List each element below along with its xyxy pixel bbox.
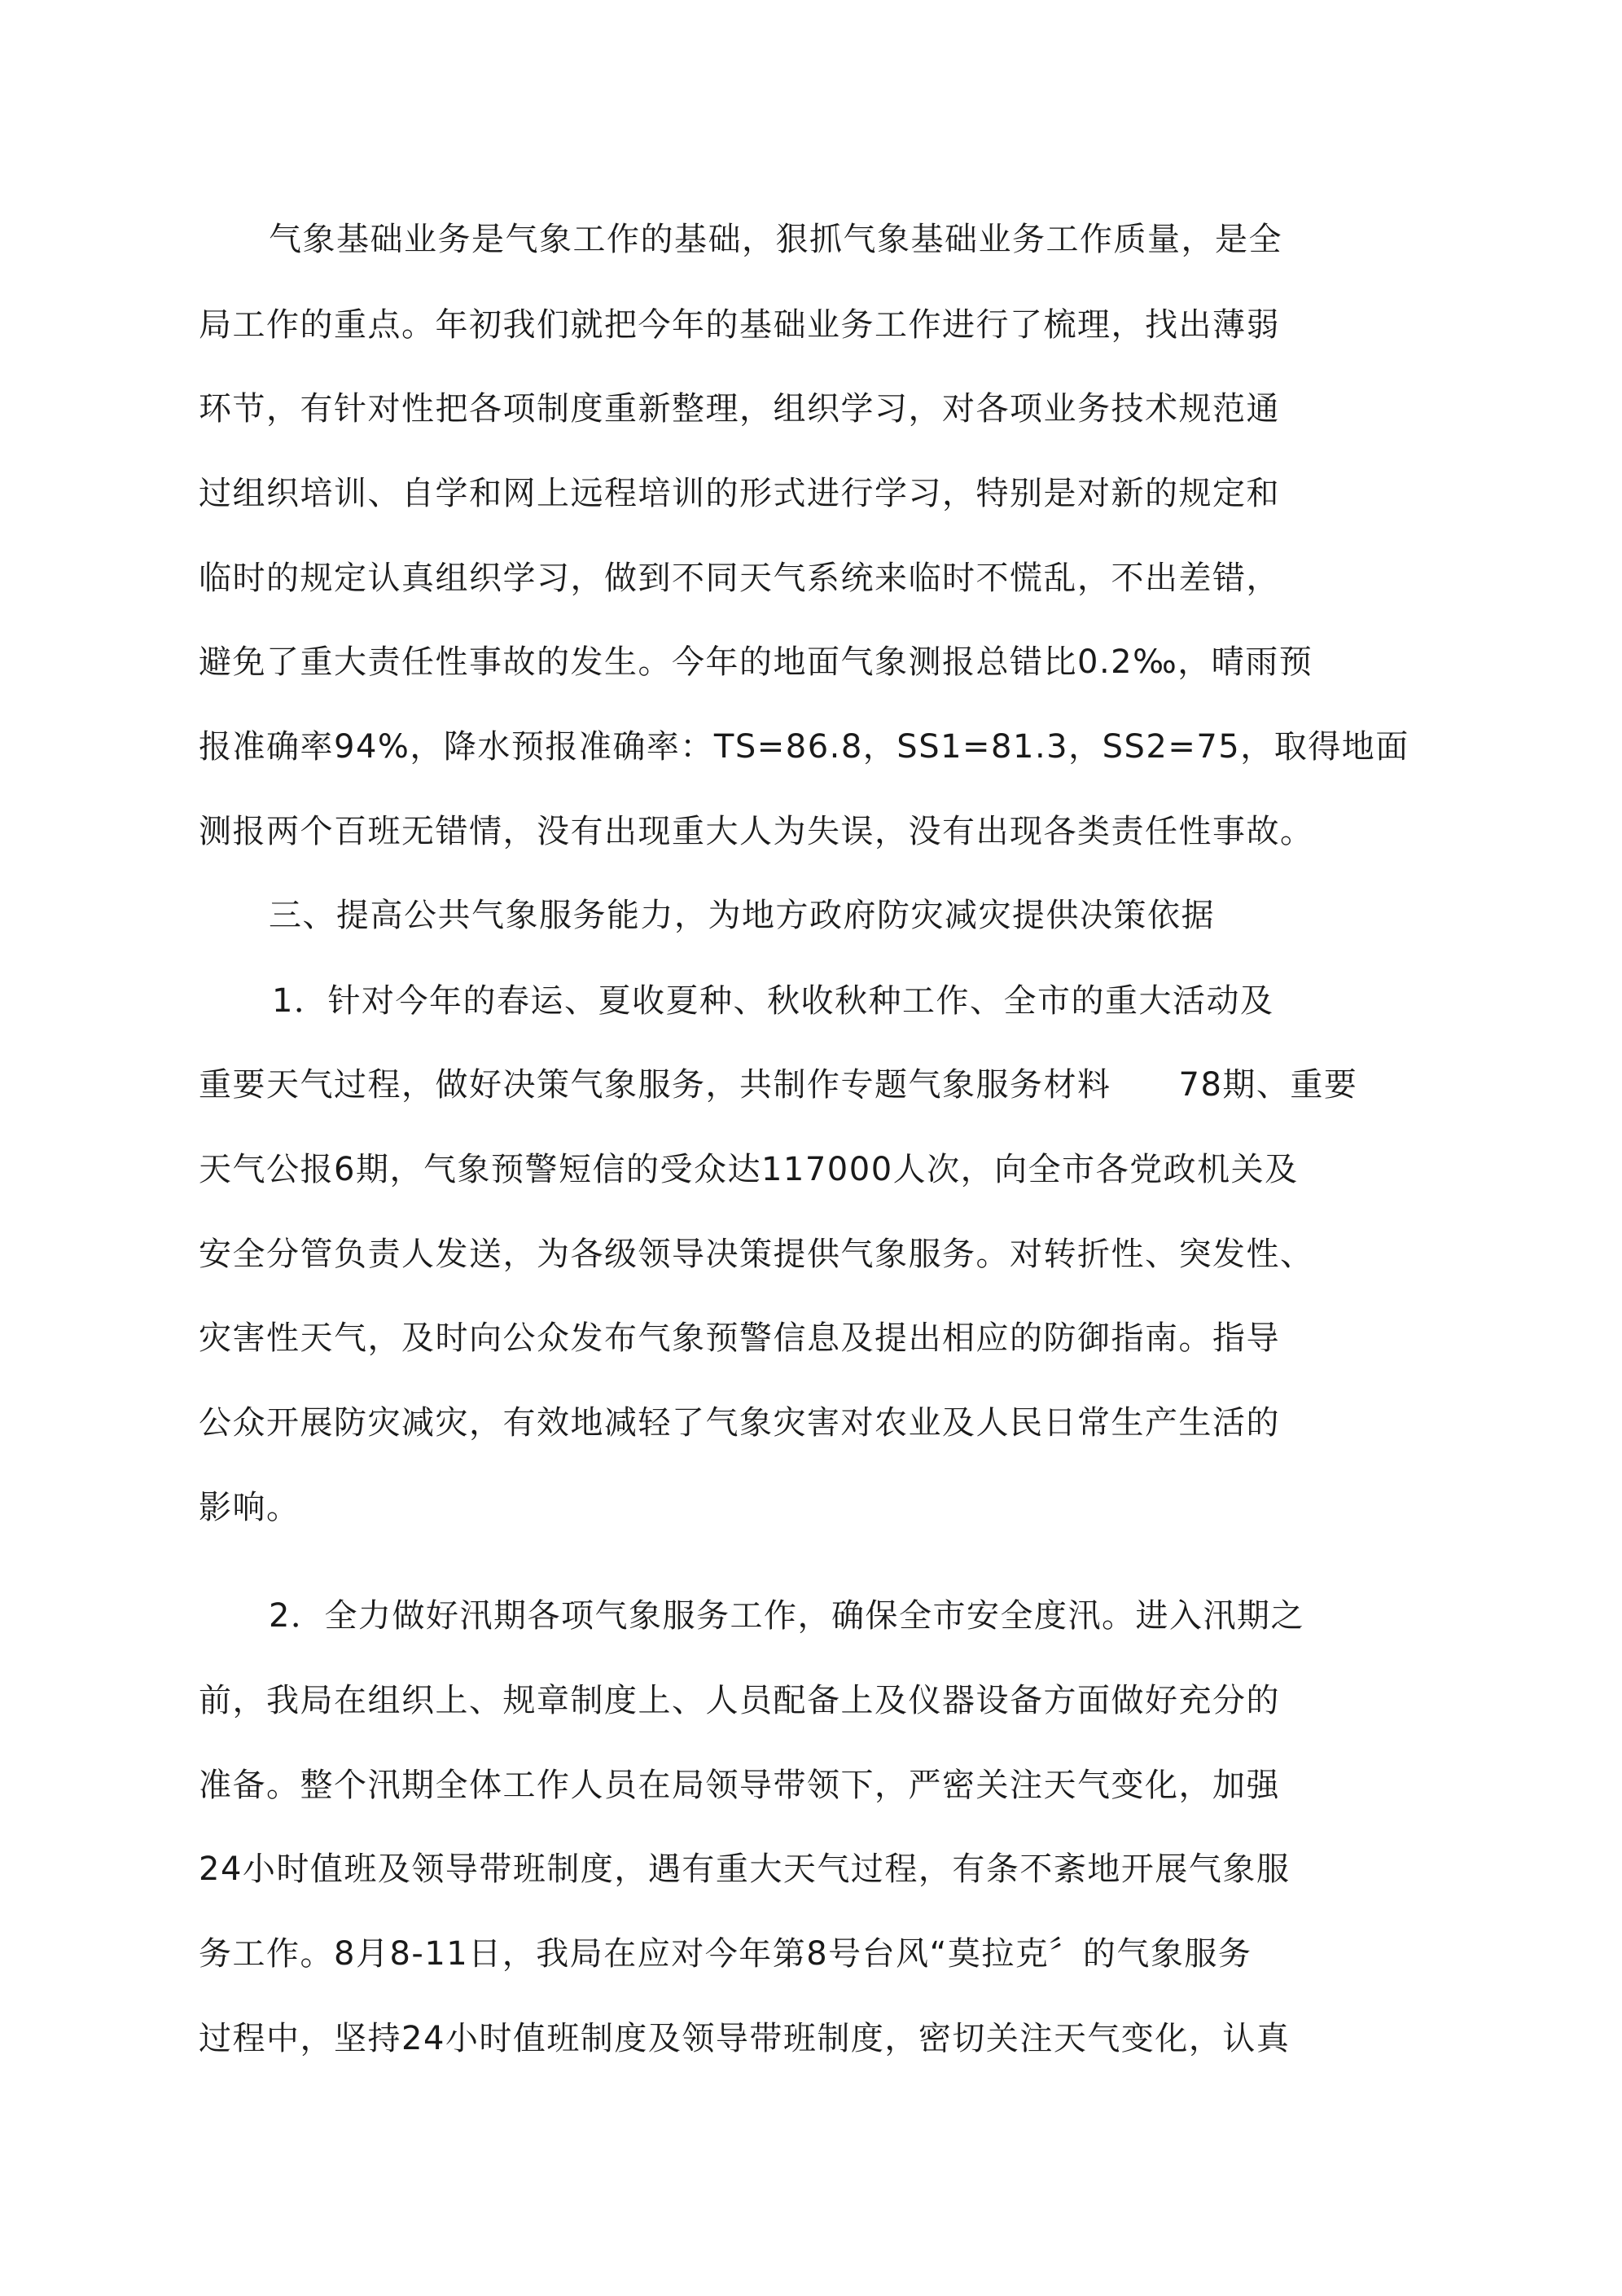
paragraph-line: 公众开展防灾减灾，有效地减轻了气象灾害对农业及人民日常生产生活的 bbox=[199, 1404, 1280, 1442]
paragraph-line: 24小时值班及领导带班制度，遇有重大天气过程，有条不紊地开展气象服 bbox=[199, 1850, 1291, 1888]
paragraph-line: 安全分管负责人发送，为各级领导决策提供气象服务。对转折性、突发性、 bbox=[199, 1236, 1314, 1273]
paragraph-line: 测报两个百班无错情，没有出现重大人为失误，没有出现各类责任性事故。 bbox=[199, 813, 1314, 850]
paragraph-line: 环节，有针对性把各项制度重新整理，组织学习，对各项业务技术规范通 bbox=[199, 390, 1280, 428]
paragraph-line: 气象基础业务是气象工作的基础，狠抓气象基础业务工作质量，是全 bbox=[269, 221, 1282, 258]
paragraph-line: 影响。 bbox=[199, 1489, 300, 1526]
paragraph-line: 重要天气过程，做好决策气象服务，共制作专题气象服务材料 78期、重要 bbox=[199, 1066, 1358, 1104]
section-heading: 三、提高公共气象服务能力，为地方政府防灾减灾提供决策依据 bbox=[269, 897, 1215, 934]
paragraph-line: 前，我局在组织上、规章制度上、人员配备上及仪器设备方面做好充分的 bbox=[199, 1682, 1280, 1719]
paragraph-line: 天气公报6期，气象预警短信的受众达117000人次，向全市各党政机关及 bbox=[199, 1151, 1299, 1188]
paragraph-line: 1．针对今年的春运、夏收夏种、秋收秋种工作、全市的重大活动及 bbox=[272, 982, 1274, 1020]
paragraph-line: 准备。整个汛期全体工作人员在局领导带领下，严密关注天气变化，加强 bbox=[199, 1767, 1280, 1804]
paragraph-line: 灾害性天气，及时向公众发布气象预警信息及提出相应的防御指南。指导 bbox=[199, 1319, 1280, 1357]
paragraph-line: 局工作的重点。年初我们就把今年的基础业务工作进行了梳理，找出薄弱 bbox=[199, 306, 1280, 344]
paragraph-line: 2．全力做好汛期各项气象服务工作，确保全市安全度汛。进入汛期之 bbox=[269, 1597, 1304, 1635]
paragraph-line: 过组织培训、自学和网上远程培训的形式进行学习，特别是对新的规定和 bbox=[199, 475, 1280, 512]
paragraph-line: 务工作。8月8-11日，我局在应对今年第8号台风“莫拉克〞的气象服务 bbox=[199, 1935, 1252, 1973]
paragraph-line: 临时的规定认真组织学习，做到不同天气系统来临时不慌乱，不出差错， bbox=[199, 560, 1280, 597]
paragraph-line: 避免了重大责任性事故的发生。今年的地面气象测报总错比0.2‰，晴雨预 bbox=[199, 643, 1313, 681]
paragraph-line: 过程中，坚持24小时值班制度及领导带班制度，密切关注天气变化，认真 bbox=[199, 2020, 1291, 2057]
paragraph-line: 报准确率94%，降水预报准确率：TS=86.8，SS1=81.3，SS2=75，取得地面 bbox=[199, 728, 1409, 766]
